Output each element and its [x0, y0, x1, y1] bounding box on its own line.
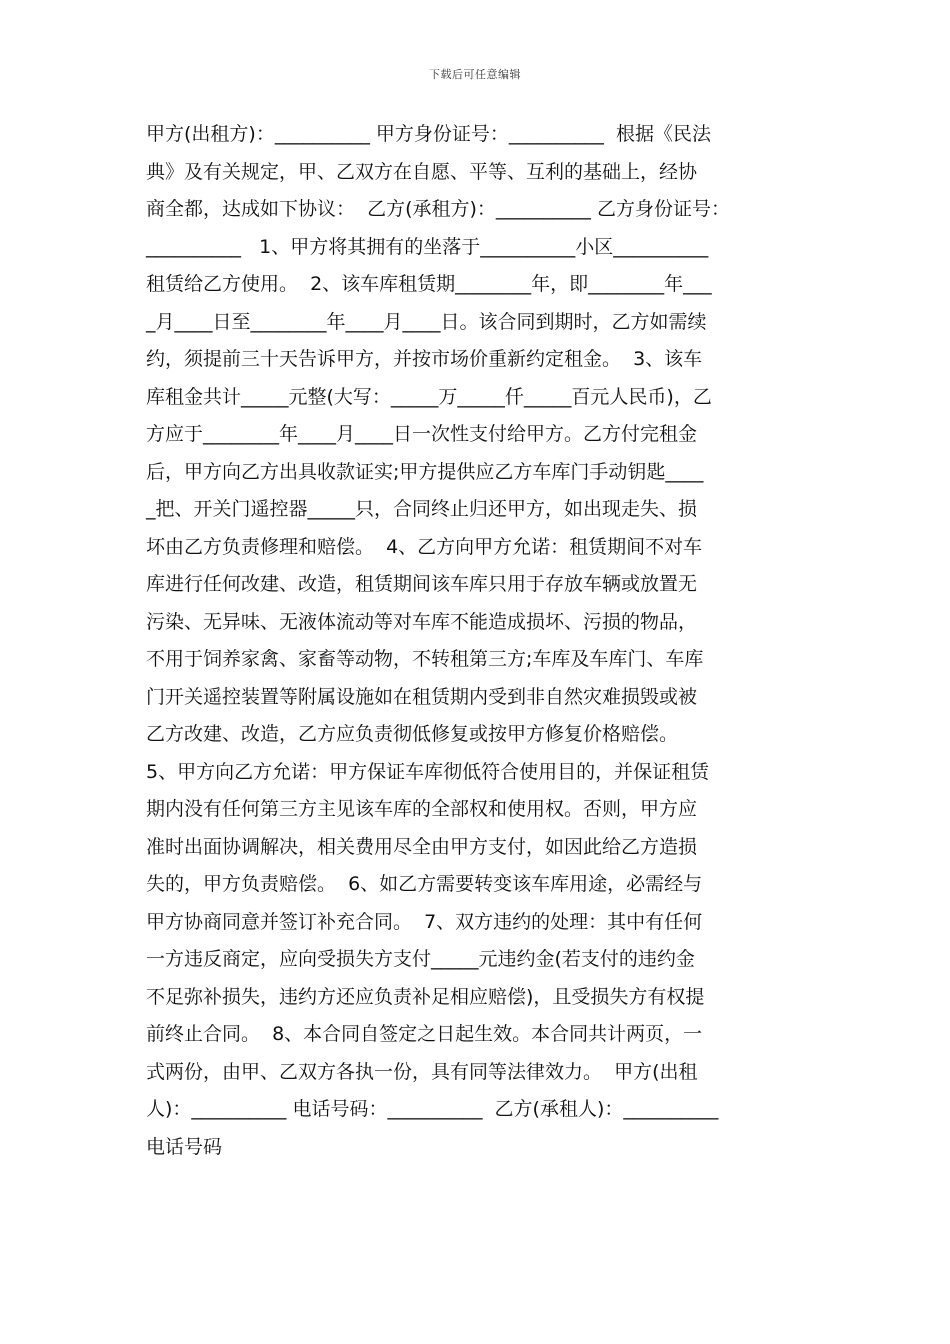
contract-line: 方应于________年____月____日一次性支付给甲方。乙方付完租金: [146, 423, 698, 445]
contract-line: 期内没有任何第三方主见该车库的全部权和使用权。否则，甲方应: [146, 798, 698, 820]
contract-line: 准时出面协调解决，相关费用尽全由甲方支付，如因此给乙方造损: [146, 835, 698, 858]
contract-line: 坏由乙方负责修理和赔偿。 4、乙方向甲方允诺：租赁期间不对车: [146, 535, 703, 558]
contract-line: 典》及有关规定，甲、乙双方在自愿、平等、互利的基础上，经协: [146, 160, 698, 183]
contract-line: 库进行任何改建、改造，租赁期间该车库只用于存放车辆或放置无: [146, 573, 698, 595]
contract-line: 门开关遥控装置等附属设施如在租赁期内受到非自然灾难损毁或被: [146, 685, 698, 708]
contract-line: 5、甲方向乙方允诺：甲方保证车库彻低符合使用目的，并保证租赁: [146, 760, 710, 783]
contract-line: 式两份，由甲、乙双方各执一份，具有同等法律效力。 甲方(出租: [146, 1060, 698, 1083]
contract-line: 商全都，达成如下协议： 乙方(承租方)：__________ 乙方身份证号：: [146, 198, 730, 220]
contract-line: 乙方改建、改造，乙方应负责彻低修复或按甲方修复价格赔偿。: [146, 723, 679, 745]
contract-line: __________ 1、甲方将其拥有的坐落于__________小区__________: [146, 235, 709, 258]
contract-line: 不足弥补损失，违约方还应负责补足相应赔偿)，且受损失方有权提: [146, 985, 705, 1008]
contract-line: _月____日至________年____月____日。该合同到期时，乙方如需续: [146, 310, 707, 333]
contract-line: _把、开关门遥控器_____只，合同终止归还甲方，如出现走失、损: [146, 498, 698, 520]
contract-line: 后，甲方向乙方出具收款证实;甲方提供应乙方车库门手动钥匙____: [146, 460, 704, 483]
contract-line: 人)：__________ 电话号码：__________ 乙方(承租人)：__________: [146, 1098, 719, 1120]
contract-line: 前终止合同。 8、本合同自签定之日起生效。本合同共计两页，一: [146, 1023, 703, 1045]
contract-line: 电话号码: [146, 1135, 223, 1158]
contract-line: 不用于饲养家禽、家畜等动物，不转租第三方;车库及车库门、车库: [146, 648, 704, 670]
contract-line: 租赁给乙方使用。 2、该车库租赁期________年，即________年___: [146, 273, 712, 295]
header-note: 下载后可任意编辑: [429, 68, 521, 81]
contract-body: [146, 116, 806, 1166]
contract-line: 约，须提前三十天告诉甲方，并按市场价重新约定租金。 3、该车: [146, 348, 703, 370]
contract-line: 污染、无异味、无液体流动等对车库不能造成损坏、污损的物品，: [146, 610, 698, 633]
contract-line: 库租金共计_____元整(大写：_____万_____仟_____百元人民币)，乙: [146, 385, 712, 408]
contract-line: 一方违反商定，应向受损失方支付_____元违约金(若支付的违约金: [146, 948, 695, 970]
contract-line: 甲方协商同意并签订补充合同。 7、双方违约的处理：其中有任何: [146, 910, 703, 933]
contract-line: 失的，甲方负责赔偿。 6、如乙方需要转变该车库用途，必需经与: [146, 873, 703, 895]
contract-line: 甲方(出租方)：__________ 甲方身份证号：__________ 根据《民法: [146, 123, 711, 145]
